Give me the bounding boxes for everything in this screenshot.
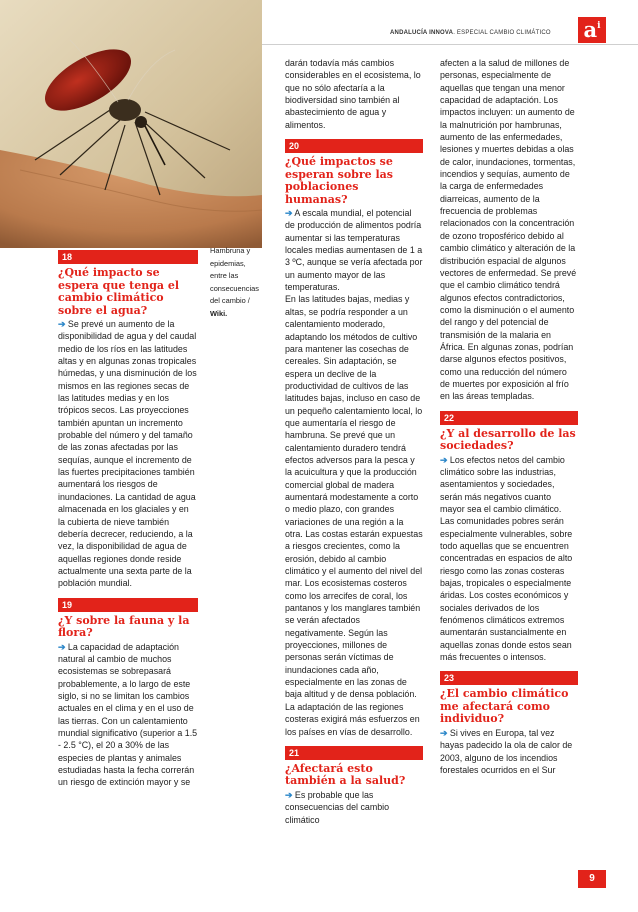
mosquito-photo xyxy=(0,0,262,248)
section-19-body xyxy=(58,641,198,789)
section-22-text: Los efectos netos del cambio climático sobre las industrias, asentamientos y sociedades, serán más negativos cuanto mayor sea el cambio climático. Las comunidades pobres serán especialmente vulnerables, sobre todo aquellas que se encuentren concentradas en espacios de alto riesgo como las zonas costeras bajas, tropicales o especialmente áridas. Los costes económicos y sociales derivados de los fenómenos climáticos extremos aumentarán sustancialmente en aquellas zonas donde estos sean más frecuentes o intensos. xyxy=(440,454,573,663)
section-23-number: 23 xyxy=(440,671,578,685)
section-20-text-1: A escala mundial, el potencial de producción de alimentos podría aumentar si las temperaturas locales medias aumentasen de 1 a 3 ºC, aunque se vería afectada por un aumento mayor de las temperaturas. xyxy=(285,208,423,293)
arrow-icon: ➔ xyxy=(58,319,66,329)
section-20-number: 20 xyxy=(285,139,423,153)
section-20-para-1 xyxy=(285,207,423,293)
section-23-title: ¿El cambio climático me afectará como individuo? xyxy=(440,687,569,726)
header-rule xyxy=(262,44,638,45)
page-number: 9 xyxy=(578,870,606,888)
section-21-number: 21 xyxy=(285,746,423,760)
section-19-continuation: darán todavía más cambios considerables en el ecosistema, lo que no sólo afectaría a la biodiversidad sino también al abastecimiento de agua y alimentos. xyxy=(285,58,421,130)
section-19-title: ¿Y sobre la fauna y la flora? xyxy=(58,613,190,640)
arrow-icon: ➔ xyxy=(285,789,293,800)
logo-sup: i xyxy=(597,21,601,31)
section-18-body xyxy=(58,318,198,590)
header-brand: ANDALUCÍA INNOVA xyxy=(390,30,454,36)
section-20-title: ¿Qué impactos se esperan sobre las poblaciones humanas? xyxy=(285,155,393,206)
arrow-icon: ➔ xyxy=(58,641,66,652)
section-21-body xyxy=(285,789,423,826)
arrow-icon: ➔ xyxy=(440,454,448,465)
logo-letter: a xyxy=(583,17,598,42)
section-19-text: La capacidad de adaptación natural al cambio de muchos ecosistemas se sobrepasará probablemente, a lo largo de este siglo, si no se limitan los cambios actuales en el clima y en el uso de las tierras. Con un calentamiento mundial significativo (superior a 1.5 - 2.5 °C), el 20 a 30% de las especies de plantas y animales estudiadas hasta la fecha correrán un riesgo de extinción mayor y se xyxy=(58,641,198,788)
section-21-text: Es probable que las consecuencias del cambio climático xyxy=(285,789,390,825)
section-22-title: ¿Y al desarrollo de las sociedades? xyxy=(440,426,576,453)
section-18-number: 18 xyxy=(58,250,198,264)
section-18-text: Se prevé un aumento de la disponibilidad de agua y del caudal medio de los ríos en las latitudes altas y en algunas zonas tropicales húmedas, y una disminución de los mismos en las regiones secas de las latitudes medias y en los trópicos secos. Las proyecciones también apuntan un incremento probable del número y del tamaño de las zonas afectadas por las sequías, aunque el incremento de las fuertes precipitaciones también aumentará los riesgos de inundaciones. La cantidad de agua almacenada en los glaciales y en la cubierta de nieve también debería decrecer, reduciendo, a la vez, la disponibilidad de agua de aquellas regiones donde reside actualmente una sexta parte de la población mundial. xyxy=(58,319,197,589)
column-3 xyxy=(440,57,578,776)
section-22-body xyxy=(440,454,578,664)
section-21-title: ¿Afectará esto también a la salud? xyxy=(285,761,406,788)
column-2 xyxy=(285,57,423,826)
section-18-title: ¿Qué impacto se espera que tenga el cambio climático sobre el agua? xyxy=(58,266,180,317)
section-20-para-2: En las latitudes bajas, medias y altas, se podría responder a un calentamiento moderado, adaptando los métodos de cultivo para mantener las cosechas de cereales. Sin adaptación, se espera un declive de la productividad de cultivos de las latitudes bajas, incluso en caso de un pequeño calentamiento local, lo que aumentaría el riesgo de hambruna. Se prevé que un calentamiento duradero tendrá efectos adversos para la pesca y la acuicultura y que la producción comercial global de madera aumentará modestamente a corto o medio plazo, con grandes variaciones de una región a la otra. Las costas estarán expuestas a riesgos crecientes, como la erosión, debido al cambio climático y el aumento del nivel del mar. Los ecosistemas costeros como los arrecifes de coral, los pantanos y los manglares también se verán afectados negativamente. Según las proyecciones, millones de personas serán víctimas de inundaciones cada año, especialmente en las zonas de baja altitud y de densa población. La adaptación de las regiones costeras exigirá más esfuerzos en los países en vías de desarrollo. xyxy=(285,294,423,737)
caption-text: Hambruna y epidemias, entre las consecuencias del cambio / xyxy=(210,246,259,306)
header-section: . ESPECIAL CAMBIO CLIMÁTICO xyxy=(453,30,551,36)
photo-caption xyxy=(210,245,264,321)
logo xyxy=(578,17,606,43)
section-23-body xyxy=(440,727,578,776)
running-header xyxy=(390,30,551,36)
section-21-continuation: afecten a la salud de millones de personas, especialmente de aquellas que tengan una menor capacidad de adaptación. Los impactos incluyen: un aumento de la malnutrición por hambrunas, aumento de las enfermedades, lesiones y muertes debidas a olas de calor, inundaciones, tormentas, incendios y sequías, aumento de la carga de enfermedades diarreicas, aumento de la frecuencia de problemas relacionados con la concentración de ozono troposférico debido al cambio climático y alteración de la distribución espacial de algunos vectores de enfermedad. Se prevé que el cambio climático tendrá algunos efectos contradictorios, como la disminución o el aumento del rango y del potencial de transmisión de la malaria en África. En algunas zonas, podrían darse algunos efectos positivos, como una reducción del número de muertes por exposición al frío en las áreas templadas. xyxy=(440,58,577,402)
section-22-number: 22 xyxy=(440,411,578,425)
section-19-number: 19 xyxy=(58,598,198,612)
arrow-icon: ➔ xyxy=(440,727,448,738)
section-23-text: Si vives en Europa, tal vez hayas padecido la ola de calor de 2003, alguno de los incendios forestales ocurridos en el Sur xyxy=(440,727,573,775)
column-1 xyxy=(58,250,198,789)
caption-credit: Wiki. xyxy=(210,308,228,318)
arrow-icon: ➔ xyxy=(285,208,293,219)
